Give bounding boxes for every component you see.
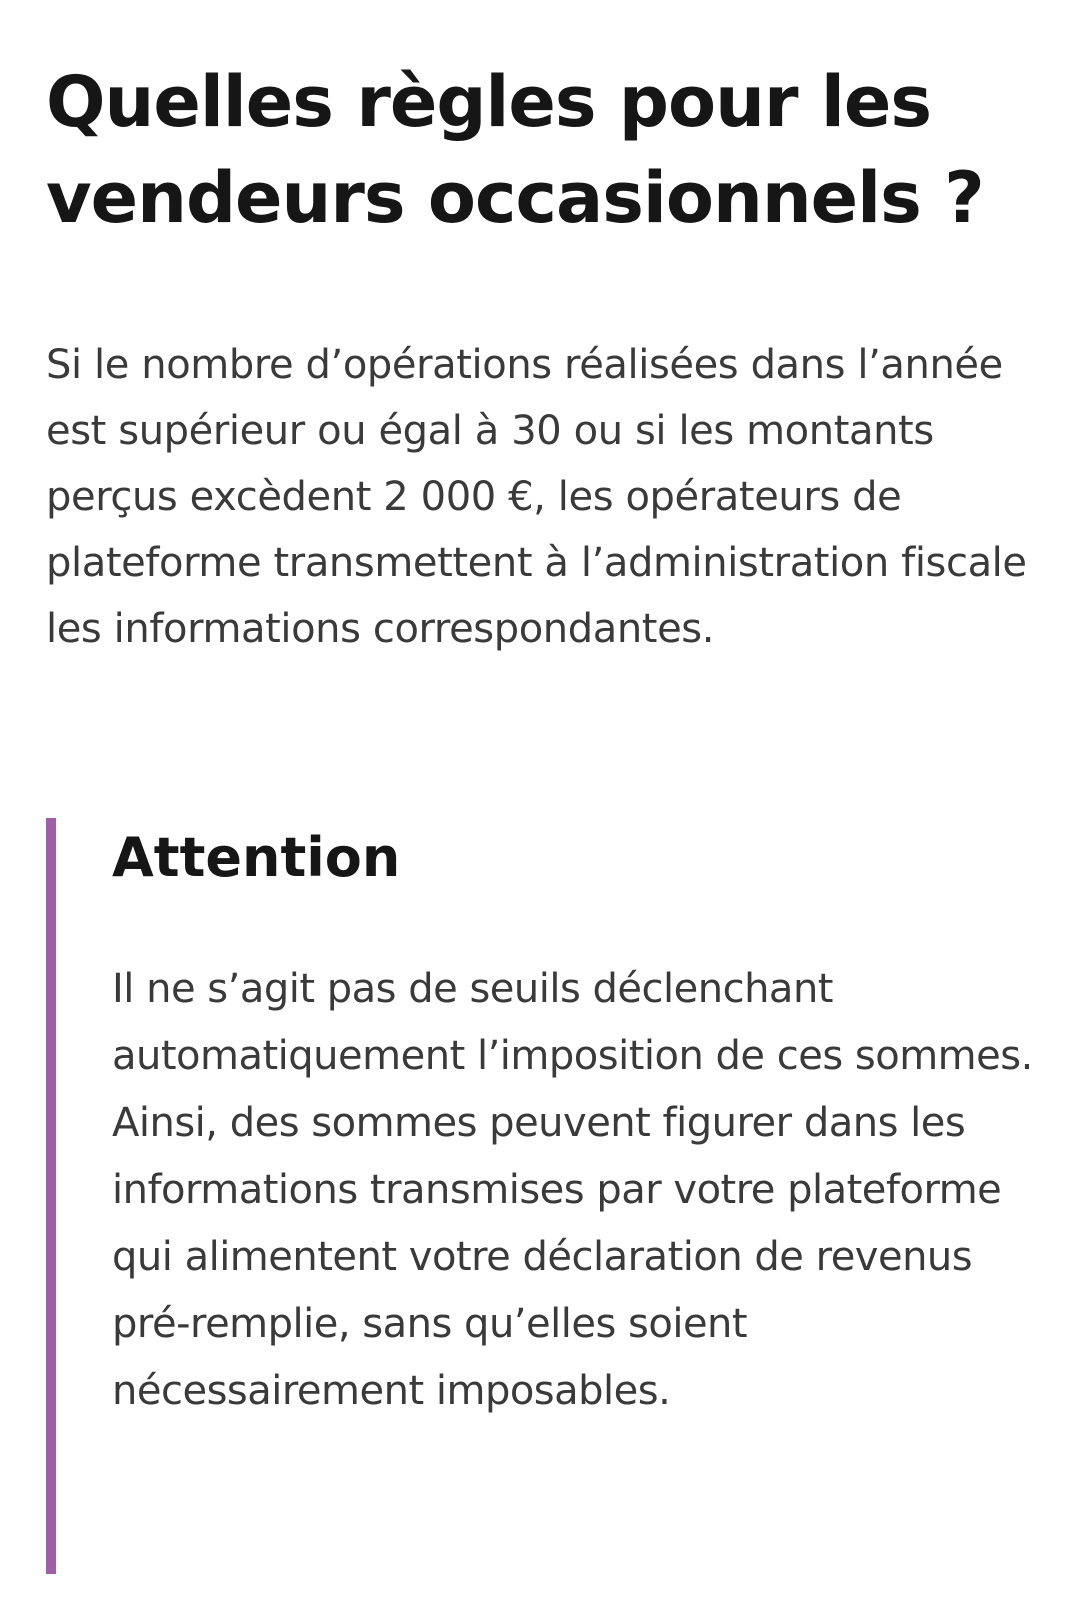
intro-paragraph: Si le nombre d’opérations réalisées dans l’année est supérieur ou égal à 30 ou si les montants perçus excèdent 2 000 €, les opérateurs de plateforme transmettent à l’administration fiscale les informations correspondantes. — [46, 342, 1027, 652]
callout-title: Attention — [112, 826, 401, 889]
callout-text: Il ne s’agit pas de seuils déclenchant automatiquement l’imposition de ces sommes. Ainsi, des sommes peuvent figurer dans les informations transmises par votre plateforme qui alimentent votre déclaration de revenus pré-remplie, sans qu’elles soient nécessairement imposables. — [112, 966, 1033, 1414]
section-title: Quelles règles pour les vendeurs occasionnels ? — [46, 61, 984, 239]
attention-callout — [46, 818, 1036, 1574]
